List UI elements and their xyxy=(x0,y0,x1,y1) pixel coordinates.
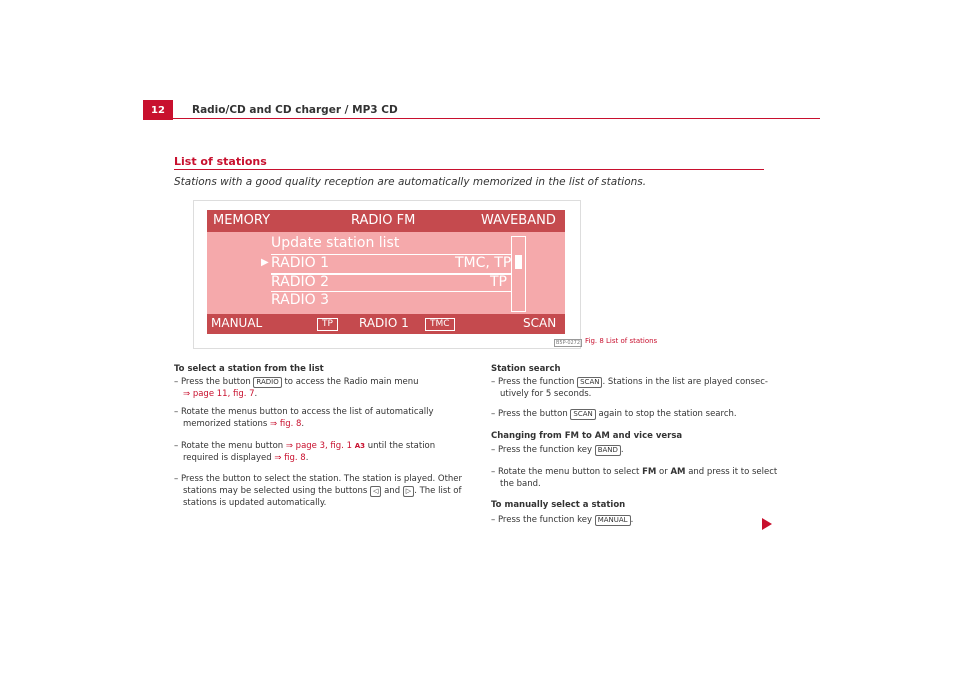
band-key: BAND xyxy=(595,445,621,456)
step-text: . xyxy=(301,419,305,429)
station-item-name: RADIO 2 xyxy=(271,274,330,290)
figure-link[interactable]: ⇒ fig. 8 xyxy=(274,453,306,463)
step-item: utively for 5 seconds. xyxy=(500,389,592,399)
manual-select-heading: To manually select a station xyxy=(491,500,626,510)
step-item: the band. xyxy=(500,479,541,489)
step-text: . xyxy=(630,515,634,525)
step-text: stations may be selected using the buttons xyxy=(183,486,368,496)
step-item xyxy=(183,453,308,465)
page-number: 12 xyxy=(143,100,173,120)
step-text: and xyxy=(384,486,401,496)
display-scroll-thumb xyxy=(515,255,522,269)
step-item xyxy=(491,515,633,527)
right-arrow-key: ▷ xyxy=(403,486,414,497)
station-item-name: RADIO 3 xyxy=(271,292,330,308)
scan-key: SCAN xyxy=(570,409,595,420)
step-text: again to stop the station search. xyxy=(598,409,737,419)
section-intro: Stations with a good quality reception are automatically memorized in the list of stations. xyxy=(174,176,647,188)
step-item xyxy=(491,467,777,479)
display-list-title: Update station list xyxy=(271,235,400,251)
station-item-name: RADIO 1 xyxy=(271,255,330,271)
radio-display xyxy=(207,210,565,334)
step-item: – Press the button to select the station. The station is played. Other xyxy=(174,474,463,484)
figure-caption: Fig. 8 List of stations xyxy=(585,337,658,345)
display-band-label: RADIO FM xyxy=(351,213,416,228)
step-item xyxy=(183,389,257,401)
step-text: . Stations in the list are played consec- xyxy=(602,377,768,387)
display-scrollbar xyxy=(511,236,526,312)
step-text: – Rotate the menu button xyxy=(174,441,284,451)
figure-code: B5P-0272 xyxy=(556,340,581,346)
am-label: AM xyxy=(670,467,686,477)
step-text: – Press the function xyxy=(491,377,575,387)
callout-number: A3 xyxy=(354,442,365,450)
display-station-label: RADIO 1 xyxy=(359,316,409,330)
display-waveband-label: WAVEBAND xyxy=(481,213,556,228)
left-arrow-key: ◁ xyxy=(370,486,381,497)
station-search-heading: Station search xyxy=(491,364,561,374)
display-scan-label: SCAN xyxy=(523,316,557,330)
step-text: . xyxy=(620,445,624,455)
step-item xyxy=(174,377,419,389)
step-text: – Press the function key xyxy=(491,515,592,525)
step-item: stations is updated automatically. xyxy=(183,498,327,508)
header-divider xyxy=(173,118,820,119)
band-change-heading: Changing from FM to AM and vice versa xyxy=(491,431,683,441)
manual-key: MANUAL xyxy=(595,515,631,526)
step-text: until the station xyxy=(367,441,436,451)
step-item xyxy=(174,441,435,453)
step-item xyxy=(183,419,304,431)
section-divider xyxy=(174,169,764,170)
header-title: Radio/CD and CD charger / MP3 CD xyxy=(192,104,398,116)
step-item xyxy=(183,486,461,498)
step-text: or xyxy=(659,467,668,477)
step-item xyxy=(491,445,624,457)
display-tmc-tag: TMC xyxy=(425,318,455,331)
page-link[interactable]: ⇒ page 3, fig. 1 xyxy=(285,441,352,451)
section-title: List of stations xyxy=(174,155,267,168)
display-memory-label: MEMORY xyxy=(213,213,271,228)
step-item: – Rotate the menus button to access the list of automatically xyxy=(174,407,434,417)
display-manual-label: MANUAL xyxy=(211,316,263,330)
step-text: to access the Radio main menu xyxy=(284,377,419,387)
display-tp-tag: TP xyxy=(317,318,338,331)
step-text: . xyxy=(254,389,258,399)
left-heading: To select a station from the list xyxy=(174,364,324,374)
station-item-tag: TP xyxy=(490,274,507,290)
step-text: – Press the button xyxy=(174,377,251,387)
step-text: – Press the function key xyxy=(491,445,592,455)
step-text: and press it to select xyxy=(688,467,778,477)
figure-link[interactable]: ⇒ fig. 8 xyxy=(270,419,302,429)
step-text: – Rotate the menu button to select xyxy=(491,467,640,477)
step-item xyxy=(491,377,768,389)
selection-arrow-icon: ▶ xyxy=(261,257,269,268)
next-page-arrow-icon[interactable] xyxy=(762,518,772,530)
step-item xyxy=(491,409,737,421)
step-text: memorized stations xyxy=(183,419,268,429)
page-link[interactable]: ⇒ page 11, fig. 7 xyxy=(183,389,255,399)
station-item-tag: TMC, TP xyxy=(455,255,512,271)
step-text: . The list of xyxy=(414,486,462,496)
fm-label: FM xyxy=(642,467,657,477)
radio-key: RADIO xyxy=(253,377,281,388)
step-text: required is displayed xyxy=(183,453,272,463)
scan-key: SCAN xyxy=(577,377,602,388)
step-text: . xyxy=(305,453,309,463)
step-text: – Press the button xyxy=(491,409,568,419)
